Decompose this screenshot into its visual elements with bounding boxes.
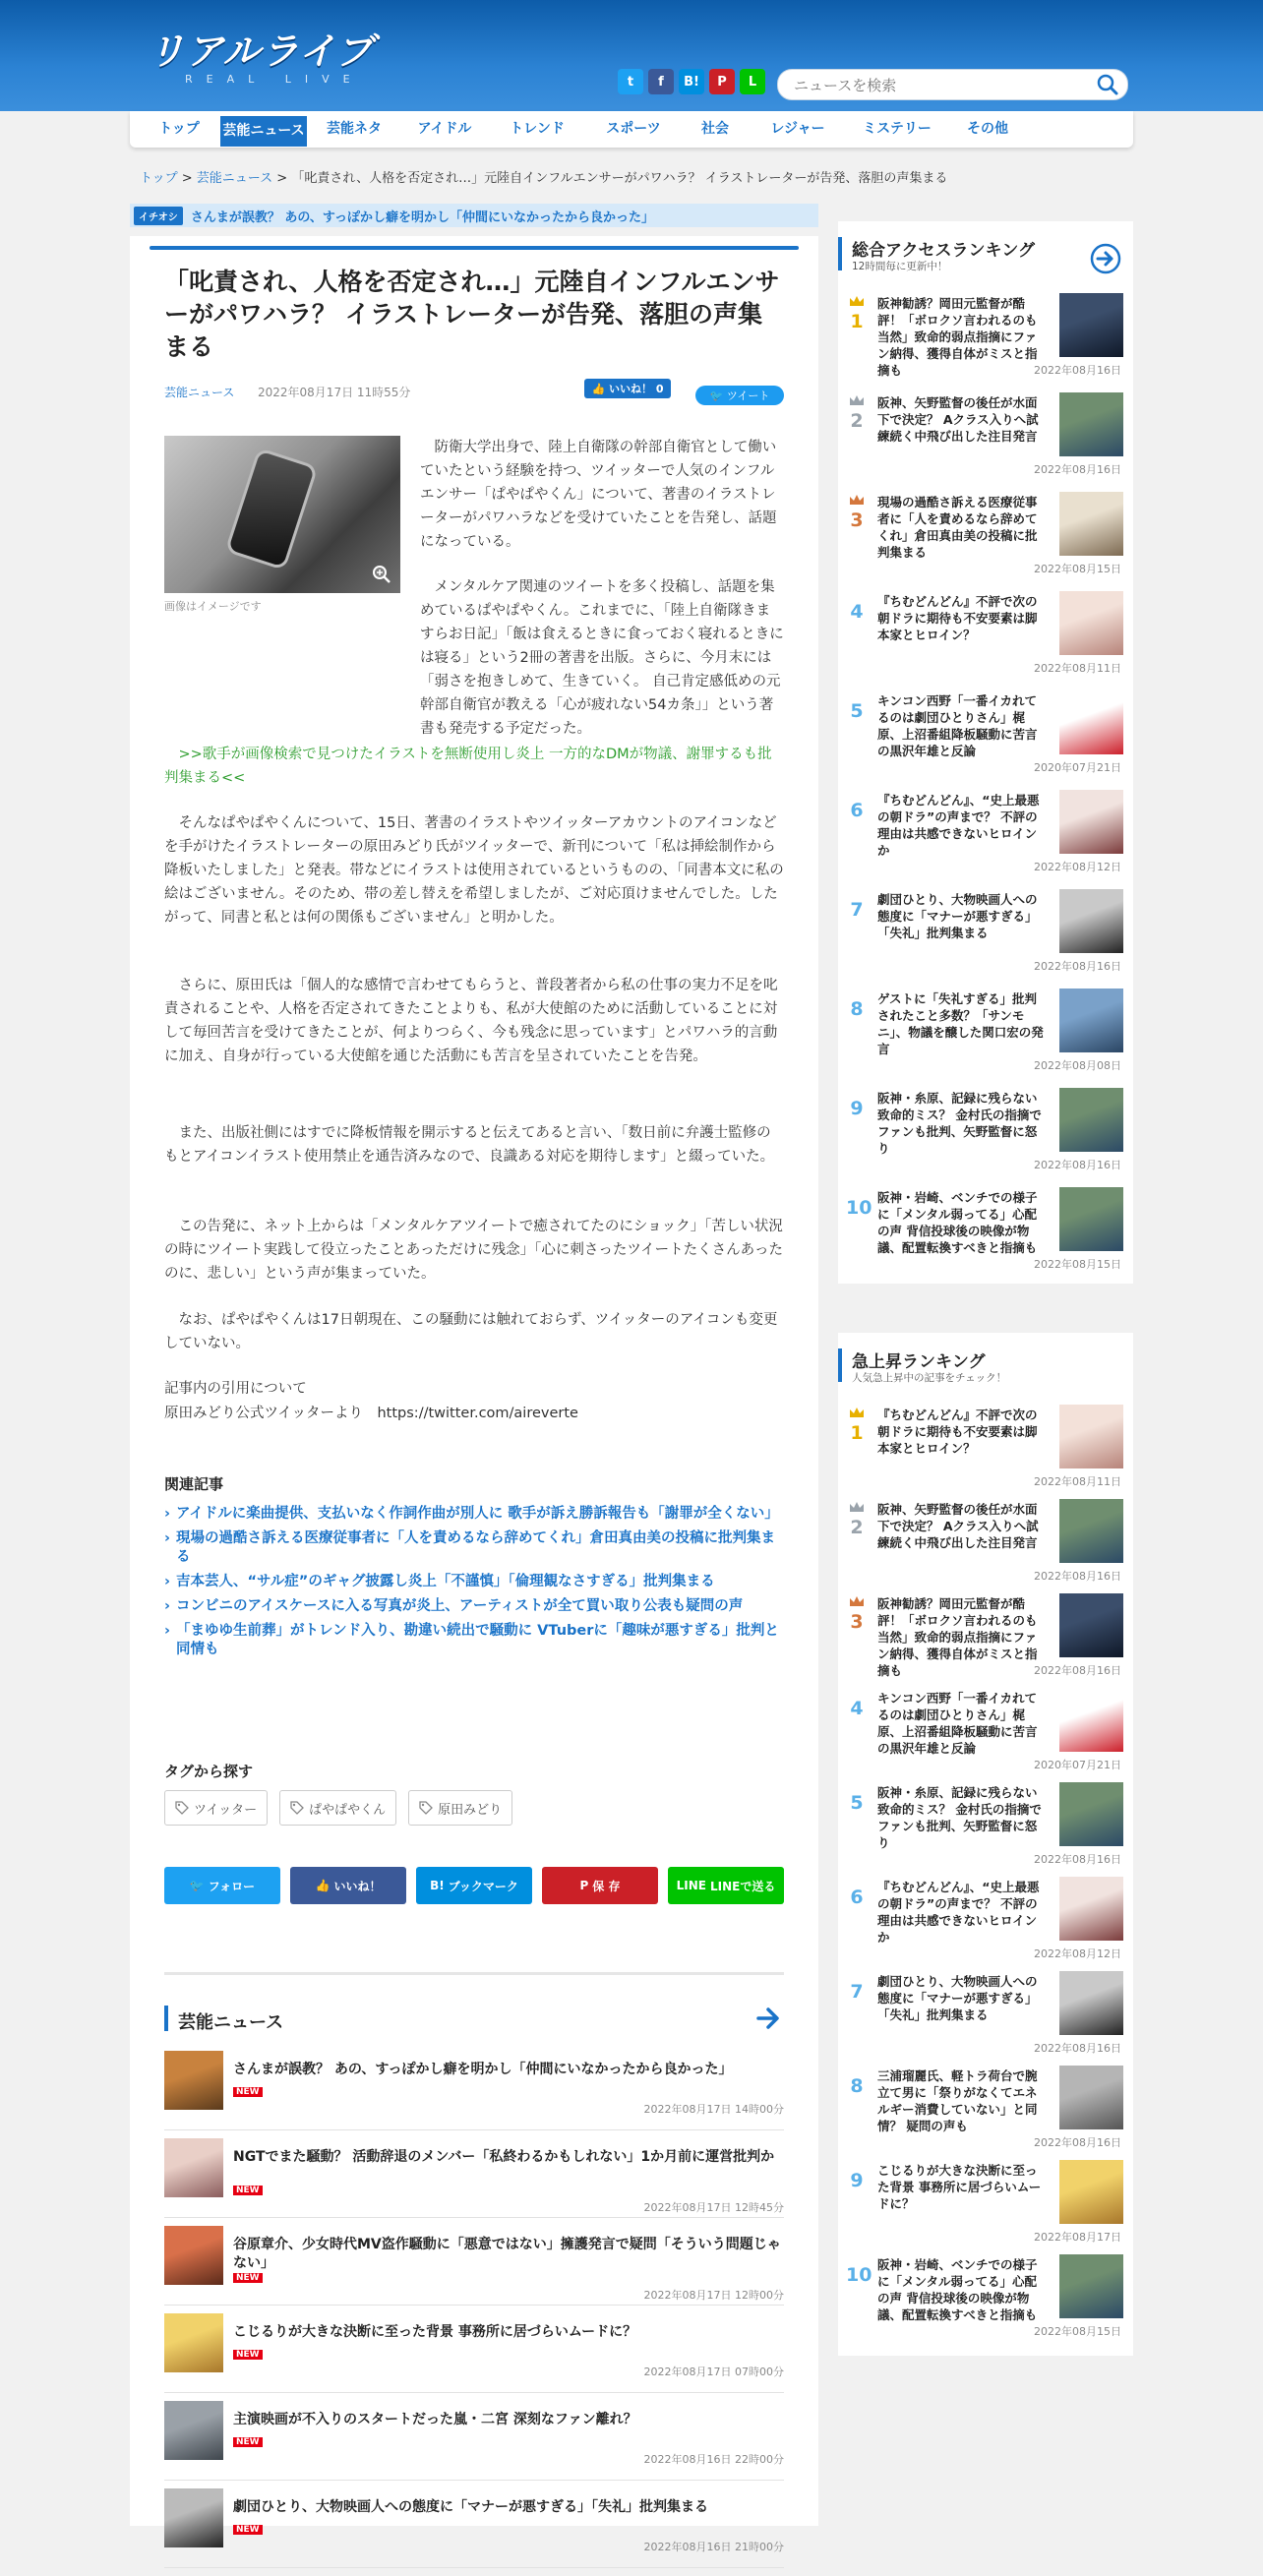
breadcrumb-home[interactable]: トップ bbox=[140, 171, 178, 186]
article bbox=[130, 236, 818, 2553]
news-thumbnail[interactable] bbox=[164, 2226, 223, 2285]
ranking-date: 2022年08月16日 bbox=[1034, 960, 1121, 973]
rank-number: 8 bbox=[850, 2075, 864, 2097]
thumb-icon: 👍 bbox=[591, 382, 610, 395]
ranking-item[interactable] bbox=[838, 1177, 1133, 1276]
rank-number: 2 bbox=[850, 410, 864, 432]
ranking-subtitle: 12時間毎に更新中！ bbox=[852, 261, 948, 272]
related-article-link[interactable]: › 「まゆゆ生前葬」がトレンド入り、勘違い続出で騒動に VTuberに「趣味が悪すぎる」批判と同情も bbox=[164, 1622, 784, 1659]
ranking-title: 急上昇ランキング bbox=[852, 1352, 986, 1372]
crown-icon bbox=[849, 494, 865, 506]
ranking-item[interactable] bbox=[838, 482, 1133, 580]
ranking-date: 2022年08月16日 bbox=[1034, 1570, 1121, 1583]
ranking-thumbnail[interactable] bbox=[1059, 889, 1123, 953]
tag-label: ツイッター bbox=[194, 1802, 258, 1818]
ranking-thumbnail[interactable] bbox=[1059, 1088, 1123, 1152]
ranking-thumbnail[interactable] bbox=[1059, 492, 1123, 556]
ranking-title-link[interactable]: 阪神・糸原、記録に残らない致命的ミス？ 金村氏の指摘でファンも批判、矢野監督に怒り bbox=[877, 1091, 1042, 1156]
nav-item[interactable]: その他 bbox=[967, 121, 1008, 137]
ranking-title-link[interactable]: 三浦瑠麗氏、軽トラ荷台で腕立て男に「祭りがなくてエネルギー消費していない」と同情？ 疑問の声も bbox=[877, 2068, 1038, 2133]
article-topbar bbox=[150, 246, 799, 250]
rank-number: 4 bbox=[850, 601, 864, 623]
access-ranking bbox=[838, 221, 1133, 1284]
nav-item[interactable]: トレンド bbox=[510, 121, 565, 137]
facebook-like-button[interactable]: 👍 いいね！ 0 bbox=[584, 379, 671, 398]
nav-item[interactable]: トップ bbox=[158, 121, 200, 137]
hatena-share-button[interactable] bbox=[416, 1867, 532, 1904]
tag-label: 原田みどり bbox=[438, 1802, 503, 1818]
featured-topic-link[interactable]: さんまが誤教？ あの、すっぽかし癖を明かし「仲間にいなかったから良かった」 bbox=[190, 210, 655, 225]
rank-number: 6 bbox=[850, 1887, 864, 1908]
photo-caption: 画像はイメージです bbox=[164, 600, 262, 613]
twitter-share-button[interactable] bbox=[164, 1867, 280, 1904]
logo-subtext: REAL LIVE bbox=[185, 73, 364, 86]
article-paragraph bbox=[164, 575, 784, 741]
ranking-date: 2022年08月16日 bbox=[1034, 364, 1121, 377]
ranking-date: 2022年08月17日 bbox=[1034, 2231, 1121, 2244]
news-date: 2022年08月16日 21時00分 bbox=[643, 2541, 784, 2553]
ranking-title-link[interactable]: 『ちむどんどん』不評で次の朝ドラに期待も不安要素は脚本家とヒロイン？ bbox=[877, 594, 1038, 642]
ranking-thumbnail[interactable] bbox=[1059, 1187, 1123, 1251]
ranking-thumbnail[interactable] bbox=[1059, 988, 1123, 1052]
related-heading: 関連記事 bbox=[164, 1475, 224, 1493]
rank-number: 1 bbox=[850, 1422, 864, 1444]
ranking-date: 2022年08月12日 bbox=[1034, 861, 1121, 873]
news-date: 2022年08月17日 12時00分 bbox=[643, 2289, 784, 2302]
ranking-item[interactable] bbox=[838, 1961, 1133, 2060]
article-paragraph: 防衛大学出身で、陸上自衛隊の幹部自衛官として働いていたという経験を持つ、ツイッターで人気のインフルエンサー「ぱやぱやくん」について、著書のイラストレーターがパワハラなどを受けていたことを告発し、話題になっている。 bbox=[420, 440, 777, 550]
smartphone-image bbox=[228, 451, 315, 568]
ranking-item[interactable] bbox=[838, 1489, 1133, 1588]
article-paragraph: さらに、原田氏は「個人的な感情で言わせてもらうと、普段著者から私の仕事の実力不足を叱責されることや、人格を否定されてきたことよりも、私が大使館のために活動していることに対して毎回苦言を受けてきたことが、何よりつらく、今も残念に思っています」とパワハラ的言動に加え、自身が行っている大使館を通じた活動にも苦言を呈されていたことを告発。 bbox=[164, 978, 778, 1064]
related-list bbox=[164, 1505, 784, 1665]
article-photo[interactable] bbox=[164, 436, 400, 593]
news-section-header bbox=[164, 2004, 784, 2033]
article-paragraph: この告発に、ネット上からは「メンタルケアツイートで癒されてたのにショック」「苦しい状況の時にツイート実践して役立ったことあっただけに残念」「心に刺さったツイートたくさんあったのに、悲しい」という声が集まっていた。 bbox=[164, 1219, 784, 1282]
ranking-thumbnail[interactable] bbox=[1059, 2160, 1123, 2224]
ranking-item[interactable] bbox=[838, 581, 1133, 680]
new-badge: NEW bbox=[233, 2273, 263, 2283]
share-button-label: 保 存 bbox=[592, 1879, 621, 1893]
rank-number: 10 bbox=[846, 2264, 872, 2286]
news-date: 2022年08月17日 14時00分 bbox=[643, 2103, 784, 2116]
related-article-link[interactable]: › 現場の過酷さ訴える医療従事者に「人を責めるなら辞めてくれ」倉田真由美の投稿に批判集まる bbox=[164, 1529, 784, 1567]
twitter-icon[interactable]: t bbox=[618, 69, 643, 94]
ranking-title-link[interactable]: 阪神勧誘？岡田元監督が酷評！「ボロクソ言われるのも当然」致命的弱点指摘にファン納得、獲得自体がミスと指摘も bbox=[877, 1596, 1038, 1678]
thumb-icon: 👍 bbox=[315, 1879, 331, 1892]
ranking-item[interactable] bbox=[838, 681, 1133, 779]
news-date: 2022年08月17日 07時00分 bbox=[643, 2366, 784, 2378]
rank-number: 1 bbox=[850, 311, 864, 332]
tag-button[interactable] bbox=[408, 1790, 512, 1826]
search-input[interactable] bbox=[792, 74, 1091, 97]
tag-list bbox=[164, 1790, 512, 1826]
rank-number: 9 bbox=[850, 1098, 864, 1119]
ranking-date: 2020年07月21日 bbox=[1034, 761, 1121, 774]
line-share-button[interactable] bbox=[668, 1867, 784, 1904]
article-paragraph: また、出版社側にはすでに降板情報を開示すると伝えてあると言い、「数日前に弁護士監修のもとアイコンイラスト使用禁止を通告済みなので、良識ある対応を期待します」と綴っていた。 bbox=[164, 1125, 775, 1165]
ranking-title-link[interactable]: 『ちむどんどん』不評で次の朝ドラに期待も不安要素は脚本家とヒロイン？ bbox=[877, 1408, 1038, 1456]
rank-number: 6 bbox=[850, 800, 864, 821]
news-date: 2022年08月17日 12時45分 bbox=[643, 2201, 784, 2214]
share-button-label: フォロー bbox=[208, 1879, 256, 1893]
ranking-thumbnail[interactable] bbox=[1059, 1877, 1123, 1941]
thumb-share-button[interactable] bbox=[290, 1867, 406, 1904]
tag-button[interactable] bbox=[164, 1790, 268, 1826]
ranking-header bbox=[838, 1345, 1133, 1386]
breadcrumb-category[interactable]: 芸能ニュース bbox=[196, 171, 273, 186]
ranking-date: 2022年08月11日 bbox=[1034, 1475, 1121, 1488]
article-date: 2022年08月17日 11時55分 bbox=[258, 386, 411, 399]
news-item[interactable] bbox=[164, 2488, 784, 2568]
news-item[interactable] bbox=[164, 2401, 784, 2481]
crown-icon bbox=[849, 295, 865, 307]
ranking-item[interactable] bbox=[838, 283, 1133, 382]
ranking-thumbnail[interactable] bbox=[1059, 1593, 1123, 1657]
ranking-thumbnail[interactable] bbox=[1059, 1499, 1123, 1563]
tags-heading: タグから探す bbox=[164, 1763, 254, 1780]
nav-item[interactable]: 芸能ニュース bbox=[220, 116, 307, 147]
ranking-item[interactable] bbox=[838, 1395, 1133, 1493]
related-article-link[interactable]: › コンビニのアイスケースに入る写真が炎上、アーティストが全て買い取り公表も疑問の声 bbox=[164, 1597, 784, 1616]
breadcrumb-sep: > bbox=[272, 171, 292, 186]
crown-icon bbox=[849, 1595, 865, 1607]
ranking-thumbnail[interactable] bbox=[1059, 1405, 1123, 1468]
news-title[interactable]: さんまが誤教？ あの、すっぽかし癖を明かし「仲間にいなかったから良かった」 bbox=[233, 2062, 733, 2077]
ranking-date: 2022年08月16日 bbox=[1034, 1159, 1121, 1171]
ranking-date: 2022年08月16日 bbox=[1034, 1664, 1121, 1677]
featured-topic-bar[interactable] bbox=[130, 204, 818, 227]
news-thumbnail[interactable] bbox=[164, 2488, 223, 2547]
social-buttons bbox=[164, 1867, 784, 1904]
rank-number: 3 bbox=[850, 509, 864, 531]
ranking-item[interactable] bbox=[838, 383, 1133, 481]
ranking-item[interactable] bbox=[838, 2245, 1133, 2343]
ranking-title-link[interactable]: キンコン西野「一番イカれてるのは劇団ひとりさん」梶原、上沼番組降板騒動に苦言の黒沢年雄と反論 bbox=[877, 1691, 1038, 1756]
ranking-thumbnail[interactable] bbox=[1059, 690, 1123, 754]
news-title[interactable]: NGTでまた騒動？ 活動辞退のメンバー「私終わるかもしれない」1か月前に運営批判か bbox=[233, 2149, 775, 2165]
news-item[interactable] bbox=[164, 2226, 784, 2306]
search-box bbox=[777, 69, 1128, 100]
new-badge: NEW bbox=[233, 2350, 263, 2360]
ranking-title-link[interactable]: 阪神・岩崎、ベンチでの様子に「メンタル弱ってる」心配の声 背信投球後の映像が物議、配置転換すべきと指摘も bbox=[877, 1190, 1038, 1255]
line-icon[interactable]: L bbox=[740, 69, 765, 94]
article-category[interactable]: 芸能ニュース bbox=[164, 386, 235, 399]
ranking-title-link[interactable]: 阪神・糸原、記録に残らない致命的ミス？ 金村氏の指摘でファンも批判、矢野監督に怒り bbox=[877, 1785, 1042, 1850]
pinterest-share-button[interactable] bbox=[542, 1867, 658, 1904]
rank-number: 5 bbox=[850, 1792, 864, 1814]
rank-number: 2 bbox=[850, 1517, 864, 1538]
news-title[interactable]: 谷原章介、少女時代MV盗作騒動に「悪意ではない」擁護発言で疑問「そういう問題じゃない」 bbox=[233, 2237, 781, 2271]
ranking-title-link[interactable]: こじるりが大きな決断に至った背景 事務所に居づらいムードに？ bbox=[877, 2163, 1042, 2211]
ranking-item[interactable] bbox=[838, 1867, 1133, 1965]
ranking-title-link[interactable]: 『ちむどんどん』、“史上最悪の朝ドラ”の声まで？ 不評の理由は共感できないヒロインか bbox=[877, 793, 1040, 858]
ranking-date: 2022年08月12日 bbox=[1034, 1947, 1121, 1960]
tag-icon bbox=[290, 1801, 304, 1815]
ranking-item[interactable] bbox=[838, 2150, 1133, 2248]
ranking-date: 2022年08月16日 bbox=[1034, 2136, 1121, 2149]
ranking-title-link[interactable]: ゲストに「失礼すぎる」批判されたこと多数？「サンモニ」、物議を醸した関口宏の発言 bbox=[877, 991, 1044, 1056]
site-logo[interactable] bbox=[148, 30, 408, 89]
rank-number: 4 bbox=[850, 1698, 864, 1719]
header-share-icons bbox=[618, 69, 765, 94]
search-icon[interactable] bbox=[1096, 73, 1119, 96]
ranking-thumbnail[interactable] bbox=[1059, 293, 1123, 357]
news-item[interactable] bbox=[164, 2138, 784, 2218]
ranking-item[interactable] bbox=[838, 2056, 1133, 2154]
arrow-right-icon[interactable] bbox=[754, 2004, 784, 2033]
share-button-label: ブックマーク bbox=[448, 1879, 518, 1893]
breadcrumb-sep: > bbox=[177, 171, 197, 186]
news-thumbnail[interactable] bbox=[164, 2313, 223, 2372]
article-title: 「叱責され、人格を否定され…」元陸自インフルエンサーがパワハラ？ イラストレーターが告発、落胆の声集まる bbox=[164, 268, 780, 361]
new-badge: NEW bbox=[233, 2525, 263, 2535]
news-title[interactable]: 劇団ひとり、大物映画人への態度に「マナーが悪すぎる」「失礼」批判集まる bbox=[233, 2499, 708, 2515]
section-divider bbox=[164, 1972, 784, 1975]
breadcrumb-current: 「叱責され、人格を否定され…」元陸自インフルエンサーがパワハラ？ イラストレーターが告発、落胆の声集まる bbox=[291, 171, 948, 186]
heading-bar bbox=[838, 237, 842, 270]
hatena-icon[interactable]: B! bbox=[679, 69, 704, 94]
ranking-item[interactable] bbox=[838, 1078, 1133, 1176]
ranking-title-link[interactable]: 現場の過酷さ訴える医療従事者に「人を責めるなら辞めてくれ」倉田真由美の投稿に批判集まる bbox=[877, 495, 1038, 560]
news-title[interactable]: 主演映画が不入りのスタートだった嵐・二宮 深刻なファン離れ？ bbox=[233, 2412, 637, 2427]
ranking-thumbnail[interactable] bbox=[1059, 2066, 1123, 2129]
pinterest-icon[interactable]: P bbox=[709, 69, 735, 94]
rising-ranking bbox=[838, 1333, 1133, 2356]
news-item[interactable] bbox=[164, 2313, 784, 2393]
related-link-text[interactable]: >>歌手が画像検索で見つけたイラストを無断使用し炎上 一方的なDMが物議、謝罪するも批判集まる<< bbox=[164, 747, 772, 786]
ranking-item[interactable] bbox=[838, 1678, 1133, 1776]
ranking-date: 2022年08月11日 bbox=[1034, 662, 1121, 675]
tag-button[interactable] bbox=[279, 1790, 396, 1826]
rank-number: 3 bbox=[850, 1611, 864, 1633]
heading-bar bbox=[164, 2006, 168, 2031]
ranking-header bbox=[838, 233, 1133, 274]
tag-label: ぱやぱやくん bbox=[309, 1802, 387, 1818]
featured-badge: イチオシ bbox=[134, 207, 183, 225]
site-header bbox=[0, 0, 1263, 111]
tag-icon bbox=[419, 1801, 433, 1815]
nav-item[interactable]: 芸能ネタ bbox=[327, 121, 382, 137]
twitter-icon: 🐦 bbox=[709, 389, 727, 402]
news-thumbnail[interactable] bbox=[164, 2401, 223, 2460]
ranking-thumbnail[interactable] bbox=[1059, 1782, 1123, 1846]
rank-number: 7 bbox=[850, 1981, 864, 2003]
news-thumbnail[interactable] bbox=[164, 2051, 223, 2110]
nav-item[interactable]: ミステリー bbox=[863, 121, 932, 137]
heading-bar bbox=[838, 1348, 842, 1382]
arrow-circle-icon[interactable] bbox=[1090, 243, 1121, 274]
ranking-date: 2022年08月16日 bbox=[1034, 463, 1121, 476]
breadcrumb bbox=[140, 167, 947, 186]
nav-item[interactable]: レジャー bbox=[770, 121, 825, 137]
article-paragraph: そんなぱやぱやくんについて、15日、著書のイラストやツイッターアカウントのアイコンなどを手がけたイラストレーターの原田みどり氏がツイッターで、新刊について「私は挿絵制作から降板いたしました」と発表。帯などにイラストは使用されているというものの、「同書本文に私の絵はございません。そのため、帯の差し替えを希望しましたが、ご対応頂けませんでした。したがって、同書と私とは何の関係もございません」と明かした。 bbox=[164, 815, 784, 926]
article-paragraph: なお、ぱやぱやくんは17日朝現在、この騒動には触れておらず、ツイッターのアイコンも変更していない。 bbox=[164, 1312, 778, 1351]
new-badge: NEW bbox=[233, 2087, 263, 2097]
ranking-title-link[interactable]: 阪神勧誘？岡田元監督が酷評！「ボロクソ言われるのも当然」致命的弱点指摘にファン納得、獲得自体がミスと指摘も bbox=[877, 296, 1038, 378]
ranking-title-link[interactable]: 劇団ひとり、大物映画人への態度に「マナーが悪すぎる」「失礼」批判集まる bbox=[877, 1974, 1038, 2022]
rank-number: 7 bbox=[850, 899, 864, 921]
quote-source[interactable]: 原田みどり公式ツイッターより https://twitter.com/aireverte bbox=[164, 1406, 578, 1421]
ranking-item[interactable] bbox=[838, 780, 1133, 878]
ranking-date: 2020年07月21日 bbox=[1034, 1759, 1121, 1771]
ranking-title: 総合アクセスランキング bbox=[852, 241, 1035, 261]
related-article-link[interactable]: › アイドルに楽曲提供、支払いなく作詞作曲が別人に 歌手が訴え勝訴報告も「謝罪が全くない」 bbox=[164, 1505, 784, 1524]
rank-number: 10 bbox=[846, 1197, 872, 1219]
ranking-date: 2022年08月16日 bbox=[1034, 1853, 1121, 1866]
news-thumbnail[interactable] bbox=[164, 2138, 223, 2197]
twitter-icon: 🐦 bbox=[189, 1879, 205, 1892]
ranking-thumbnail[interactable] bbox=[1059, 1688, 1123, 1752]
crown-icon bbox=[849, 1407, 865, 1418]
tweet-button[interactable]: 🐦 ツイート bbox=[695, 386, 784, 405]
news-list bbox=[164, 2051, 784, 2576]
ranking-subtitle: 人気急上昇中の記事をチェック！ bbox=[852, 1372, 1007, 1384]
ranking-title-link[interactable]: 『ちむどんどん』、“史上最悪の朝ドラ”の声まで？ 不評の理由は共感できないヒロインか bbox=[877, 1880, 1040, 1945]
rank-number: 9 bbox=[850, 2170, 864, 2191]
ranking-thumbnail[interactable] bbox=[1059, 1971, 1123, 2035]
ranking-date: 2022年08月08日 bbox=[1034, 1059, 1121, 1072]
pinterest-icon: P bbox=[579, 1879, 589, 1892]
news-date: 2022年08月16日 22時00分 bbox=[643, 2453, 784, 2466]
ranking-item[interactable] bbox=[838, 1772, 1133, 1871]
tag-icon bbox=[175, 1801, 189, 1815]
ranking-date: 2022年08月15日 bbox=[1034, 1258, 1121, 1271]
new-badge: NEW bbox=[233, 2437, 263, 2447]
quote-heading: 記事内の引用について bbox=[164, 1381, 307, 1397]
news-title[interactable]: こじるりが大きな決断に至った背景 事務所に居づらいムードに？ bbox=[233, 2324, 637, 2340]
ranking-date: 2022年08月16日 bbox=[1034, 2042, 1121, 2055]
ranking-title-link[interactable]: 阪神、矢野監督の後任が水面下で決定？ Aクラス入りへ試練続く中飛び出した注目発言 bbox=[877, 395, 1039, 444]
ranking-item[interactable] bbox=[838, 879, 1133, 978]
ranking-thumbnail[interactable] bbox=[1059, 591, 1123, 655]
related-article-link[interactable]: › 吉本芸人、“サル症”のギャグ披露し炎上「不謹慎」「倫理観なさすぎる」批判集まる bbox=[164, 1573, 784, 1591]
logo-text: リアルライブ bbox=[148, 30, 375, 73]
ranking-item[interactable] bbox=[838, 1584, 1133, 1682]
ranking-date: 2022年08月15日 bbox=[1034, 563, 1121, 575]
ranking-item[interactable] bbox=[838, 979, 1133, 1077]
ranking-thumbnail[interactable] bbox=[1059, 790, 1123, 854]
new-badge: NEW bbox=[233, 2186, 263, 2195]
ranking-title-link[interactable]: 劇団ひとり、大物映画人への態度に「マナーが悪すぎる」「失礼」批判集まる bbox=[877, 892, 1038, 940]
share-button-label: いいね！ bbox=[333, 1879, 382, 1893]
nav-item[interactable]: 社会 bbox=[701, 121, 729, 137]
global-nav bbox=[130, 111, 1133, 148]
news-item[interactable] bbox=[164, 2051, 784, 2130]
article-paragraph-text: メンタルケア関連のツイートを多く投稿し、話題を集めているぱやぱやくん。これまでに、「陸上自衛隊きますらお日記」「飯は食えるときに食っておく寝れるときには寝る」という2冊の著書を出版。さらに、今月末には「弱さを抱きしめて、生きていく。 自己肯定感低めの元幹部自衛官が教える「心が疲れない54カ条」」という著書も発売する予定だった。 bbox=[420, 579, 784, 737]
ranking-title-link[interactable]: 阪神、矢野監督の後任が水面下で決定？ Aクラス入りへ試練続く中飛び出した注目発言 bbox=[877, 1502, 1039, 1550]
ranking-thumbnail[interactable] bbox=[1059, 392, 1123, 456]
crown-icon bbox=[849, 394, 865, 406]
crown-icon bbox=[849, 1501, 865, 1513]
nav-item[interactable]: アイドル bbox=[417, 121, 472, 137]
ranking-title-link[interactable]: 阪神・岩崎、ベンチでの様子に「メンタル弱ってる」心配の声 背信投球後の映像が物議、配置転換すべきと指摘も bbox=[877, 2257, 1038, 2322]
rank-number: 5 bbox=[850, 700, 864, 722]
share-button-label: LINEで送る bbox=[710, 1879, 776, 1893]
rank-number: 8 bbox=[850, 998, 864, 1020]
nav-item[interactable]: スポーツ bbox=[606, 121, 661, 137]
ranking-title-link[interactable]: キンコン西野「一番イカれてるのは劇団ひとりさん」梶原、上沼番組降板騒動に苦言の黒沢年雄と反論 bbox=[877, 693, 1038, 758]
article-related-link[interactable] bbox=[164, 743, 784, 790]
news-section-title: 芸能ニュース bbox=[178, 2012, 284, 2033]
hatena-icon: B! bbox=[430, 1879, 445, 1892]
ranking-date: 2022年08月15日 bbox=[1034, 2325, 1121, 2338]
ranking-thumbnail[interactable] bbox=[1059, 2254, 1123, 2318]
facebook-icon[interactable]: f bbox=[648, 69, 674, 94]
line-icon: LINE bbox=[676, 1879, 706, 1892]
